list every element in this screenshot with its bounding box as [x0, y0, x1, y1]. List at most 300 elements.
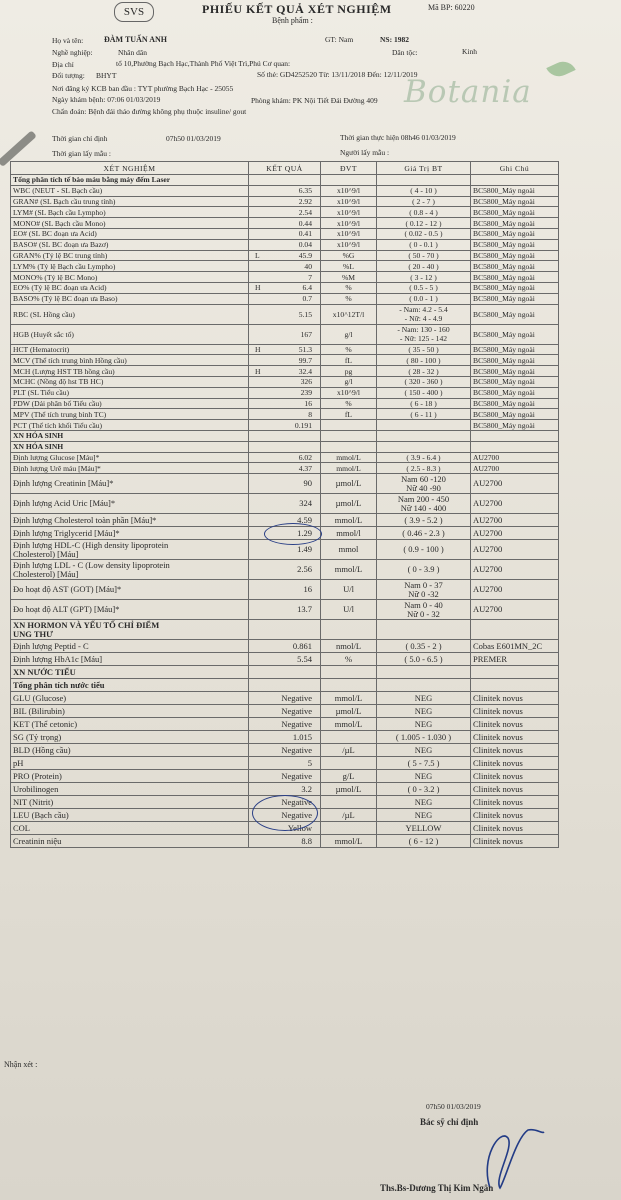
reference-range: ( 320 - 360 )	[377, 376, 471, 387]
result-cell	[249, 494, 321, 514]
header-test: XÉT NGHIỆM	[11, 162, 249, 175]
unit: %	[321, 344, 377, 355]
section-title: XN HÓA SINH	[11, 441, 249, 452]
reference-range: ( 0 - 0.1 )	[377, 239, 471, 250]
test-name: Định lượng Glucose [Máu]*	[11, 452, 249, 463]
note: BC5800_Máy ngoài	[471, 239, 559, 250]
address-label: Địa chỉ	[52, 60, 74, 69]
unit: µmol/L	[321, 494, 377, 514]
table-row	[11, 692, 559, 705]
result-value: 6.35	[298, 186, 312, 196]
reference-range: ( 28 - 32 )	[377, 366, 471, 377]
result-cell	[249, 185, 321, 196]
note: BC5800_Máy ngoài	[471, 261, 559, 272]
result-cell	[249, 692, 321, 705]
note: Clinitek novus	[471, 783, 559, 796]
table-row	[11, 744, 559, 757]
table-row	[11, 580, 559, 600]
note: AU2700	[471, 527, 559, 540]
result-cell	[249, 731, 321, 744]
result-value: 5.15	[298, 309, 312, 319]
unit: mmol/L	[321, 452, 377, 463]
result-value: 32.4	[298, 366, 312, 376]
reference-range: ( 3 - 12 )	[377, 272, 471, 283]
reference-range: ( 1.005 - 1.030 )	[377, 731, 471, 744]
patient-job: Nhân dân	[118, 48, 147, 57]
test-name: LYM% (Tỷ lệ Bạch cầu Lympho)	[11, 261, 249, 272]
results-table	[10, 161, 559, 848]
unit: mmol/L	[321, 718, 377, 731]
note: BC5800_Máy ngoài	[471, 196, 559, 207]
result-value: 6.4	[302, 283, 312, 293]
result-cell	[249, 207, 321, 218]
patient-ethnic: Kinh	[462, 47, 477, 56]
note: BC5800_Máy ngoài	[471, 304, 559, 324]
note: Clinitek novus	[471, 809, 559, 822]
note: Clinitek novus	[471, 822, 559, 835]
test-name: BASO% (Tỷ lệ BC đoạn ưa Baso)	[11, 293, 249, 304]
remark-label: Nhận xét :	[4, 1060, 38, 1069]
result-value: 40	[304, 261, 312, 271]
test-name: LEU (Bạch cầu)	[11, 809, 249, 822]
table-row	[11, 228, 559, 239]
result-cell	[249, 293, 321, 304]
reference-range: NEG	[377, 692, 471, 705]
table-row	[11, 261, 559, 272]
table-row	[11, 304, 559, 324]
result-value: 2.54	[298, 207, 312, 217]
result-cell	[249, 218, 321, 229]
result-cell	[249, 420, 321, 431]
note: AU2700	[471, 463, 559, 474]
reference-range: ( 0 - 3.9 )	[377, 560, 471, 580]
note: BC5800_Máy ngoài	[471, 218, 559, 229]
result-value: 4.59	[297, 514, 312, 525]
result-value: 239	[300, 388, 312, 398]
table-row	[11, 196, 559, 207]
result-cell	[249, 239, 321, 250]
note: BC5800_Máy ngoài	[471, 282, 559, 293]
result-cell	[249, 757, 321, 770]
result-cell	[249, 744, 321, 757]
reference-range: ( 3.9 - 5.2 )	[377, 514, 471, 527]
result-value: Negative	[281, 744, 312, 755]
patient-birth-year: NS: 1982	[380, 35, 409, 44]
section-row	[11, 666, 559, 679]
test-name: GLU (Glucose)	[11, 692, 249, 705]
unit: fL	[321, 355, 377, 366]
table-row	[11, 250, 559, 261]
note: Clinitek novus	[471, 835, 559, 848]
note: BC5800_Máy ngoài	[471, 344, 559, 355]
unit: mmol/l	[321, 527, 377, 540]
unit: x10^9/l	[321, 387, 377, 398]
note: AU2700	[471, 452, 559, 463]
section-title: XN HORMON VÀ YẾU TỐ CHỈ ĐIỂM	[13, 619, 160, 630]
result-value: 0.41	[298, 229, 312, 239]
table-row	[11, 207, 559, 218]
result-value: 16	[304, 398, 312, 408]
result-value: 7	[308, 272, 312, 282]
department-code: Mã BP: 60220	[428, 3, 475, 12]
note: Clinitek novus	[471, 731, 559, 744]
leaf-icon	[546, 57, 575, 81]
note: Clinitek novus	[471, 705, 559, 718]
reference-range-cont: - Nữ: 4 - 4.9	[404, 314, 443, 324]
test-name: PCT (Thể tích khối Tiểu cầu)	[11, 420, 249, 431]
reference-range: NEG	[377, 809, 471, 822]
reference-range-cont: Nữ 40 -90	[406, 482, 441, 493]
result-value: 324	[299, 498, 312, 509]
unit: µmol/L	[321, 783, 377, 796]
reference-range-cont: - Nữ: 125 - 142	[399, 334, 448, 344]
reference-range: ( 6 - 11 )	[377, 409, 471, 420]
test-name: MONO# (SL Bạch cầu Mono)	[11, 218, 249, 229]
result-value: 0.04	[298, 240, 312, 250]
unit: x10^9/l	[321, 207, 377, 218]
table-row	[11, 770, 559, 783]
unit: µmol/L	[321, 474, 377, 494]
reference-range: ( 6 - 12 )	[377, 835, 471, 848]
result-cell	[249, 228, 321, 239]
note: Cobas E601MN_2C	[471, 640, 559, 653]
reference-range: ( 5 - 7.5 )	[377, 757, 471, 770]
result-value: 0.191	[294, 420, 312, 430]
note: AU2700	[471, 474, 559, 494]
note: BC5800_Máy ngoài	[471, 272, 559, 283]
test-name: PLT (SL Tiểu cầu)	[11, 387, 249, 398]
test-name: Urobilinogen	[11, 783, 249, 796]
unit: x10^9/l	[321, 239, 377, 250]
note: BC5800_Máy ngoài	[471, 387, 559, 398]
reference-range: NEG	[377, 744, 471, 757]
result-cell	[249, 324, 321, 344]
table-row	[11, 718, 559, 731]
reference-range	[377, 420, 471, 431]
note: BC5800_Máy ngoài	[471, 250, 559, 261]
table-row	[11, 783, 559, 796]
test-name: MCHC (Nồng độ hst TB HC)	[11, 376, 249, 387]
test-name: SG (Tỷ trọng)	[11, 731, 249, 744]
result-value: Negative	[281, 718, 312, 729]
unit: g/l	[321, 324, 377, 344]
section-row	[11, 430, 559, 441]
table-row	[11, 835, 559, 848]
note: BC5800_Máy ngoài	[471, 293, 559, 304]
reference-range: NEG	[377, 770, 471, 783]
test-name: Định lượng Triglycerid [Máu]*	[11, 527, 249, 540]
result-value: 2.56	[297, 564, 312, 575]
patient-gender: GT: Nam	[325, 35, 354, 44]
patient-name: ĐÀM TUẤN ANH	[104, 35, 167, 44]
result-cell	[249, 344, 321, 355]
clinic: Phòng khám: PK Nội Tiết Đái Đường 409	[251, 96, 378, 105]
result-value: Yellow	[287, 822, 312, 833]
table-row	[11, 272, 559, 283]
note: BC5800_Máy ngoài	[471, 398, 559, 409]
unit	[321, 757, 377, 770]
flag: H	[255, 366, 261, 376]
note: Clinitek novus	[471, 770, 559, 783]
hospital-logo: SVS	[114, 2, 154, 22]
name-label: Họ và tên:	[52, 36, 84, 45]
result-cell	[249, 560, 321, 580]
result-value: 6.02	[298, 452, 312, 462]
table-header	[11, 162, 559, 175]
result-value: Negative	[281, 809, 312, 820]
unit: x10^9/l	[321, 218, 377, 229]
table-row	[11, 387, 559, 398]
sign-time: 07h50 01/03/2019	[426, 1102, 481, 1111]
test-name: EO% (Tỷ lệ BC đoạn ưa Acid)	[11, 282, 249, 293]
reference-range: ( 6 - 18 )	[377, 398, 471, 409]
note: AU2700	[471, 580, 559, 600]
exam-date: Ngày khám bệnh: 07:06 01/03/2019	[52, 95, 161, 104]
note: BC5800_Máy ngoài	[471, 207, 559, 218]
result-cell	[249, 580, 321, 600]
unit: /µL	[321, 809, 377, 822]
reference-range: ( 5.0 - 6.5 )	[377, 653, 471, 666]
unit: %M	[321, 272, 377, 283]
test-name: KET (Thể cetonic)	[11, 718, 249, 731]
result-value: 167	[300, 329, 312, 339]
reference-range: Nam 0 - 40	[404, 599, 443, 610]
table-row	[11, 366, 559, 377]
table-row	[11, 409, 559, 420]
reference-range: ( 0.02 - 0.5 )	[377, 228, 471, 239]
unit: %	[321, 282, 377, 293]
table-row	[11, 653, 559, 666]
table-row	[11, 731, 559, 744]
reference-range: Nam 60 -120	[401, 473, 446, 484]
unit	[321, 731, 377, 744]
result-value: 13.7	[297, 604, 312, 615]
result-cell	[249, 452, 321, 463]
unit: mmol/L	[321, 463, 377, 474]
unit	[321, 420, 377, 431]
result-cell	[249, 770, 321, 783]
result-cell	[249, 272, 321, 283]
reference-range: NEG	[377, 718, 471, 731]
result-value: 45.9	[298, 250, 312, 260]
test-name: WBC (NEUT - SL Bạch cầu)	[11, 185, 249, 196]
result-cell	[249, 409, 321, 420]
result-value: 8.8	[301, 835, 312, 846]
table-row	[11, 376, 559, 387]
test-name: GRAN# (SL Bạch cầu trung tính)	[11, 196, 249, 207]
result-cell	[249, 376, 321, 387]
result-cell	[249, 718, 321, 731]
note: Clinitek novus	[471, 692, 559, 705]
result-value: 4.37	[298, 463, 312, 473]
table-row	[11, 494, 559, 514]
unit: x10^9/l	[321, 185, 377, 196]
unit: %G	[321, 250, 377, 261]
section-title-cont: UNG THƯ	[13, 628, 53, 639]
test-name: LYM# (SL Bạch cầu Lympho)	[11, 207, 249, 218]
table-row	[11, 757, 559, 770]
ethnic-label: Dân tộc:	[392, 48, 418, 57]
unit: x10^9/l	[321, 196, 377, 207]
result-value: 90	[303, 478, 312, 489]
test-name: BASO# (SL BC đoạn ưa Bazơ)	[11, 239, 249, 250]
table-row	[11, 239, 559, 250]
note: Clinitek novus	[471, 757, 559, 770]
test-name: Định lượng Urê máu [Máu]*	[11, 463, 249, 474]
reference-range: ( 0.9 - 100 )	[377, 540, 471, 560]
test-name: Định lượng Creatinin [Máu]*	[11, 474, 249, 494]
unit	[321, 796, 377, 809]
test-name: BLD (Hồng cầu)	[11, 744, 249, 757]
test-name: Định lượng Cholesterol toàn phần [Máu]*	[11, 514, 249, 527]
result-value: 99.7	[298, 355, 312, 365]
table-row	[11, 463, 559, 474]
reference-range: ( 0 - 3.2 )	[377, 783, 471, 796]
report-title: PHIẾU KẾT QUẢ XÉT NGHIỆM	[202, 2, 392, 16]
table-row	[11, 600, 559, 620]
reference-range: ( 0.8 - 4 )	[377, 207, 471, 218]
table-row	[11, 452, 559, 463]
unit: nmol/L	[321, 640, 377, 653]
table-row	[11, 355, 559, 366]
result-value: Negative	[281, 796, 312, 807]
result-value: 326	[300, 377, 312, 387]
object-label: Đối tượng:	[52, 71, 85, 80]
unit: /µL	[321, 744, 377, 757]
reference-range: NEG	[377, 796, 471, 809]
diagnosis: Chẩn đoán: Bệnh đái tháo đường không phụ thuộc insuline/ gout	[52, 107, 247, 116]
reference-range: ( 35 - 50 )	[377, 344, 471, 355]
result-cell	[249, 398, 321, 409]
result-cell	[249, 640, 321, 653]
registration-place: Nơi đăng ký KCB ban đầu : TYT phường Bạch Hạc - 25055	[52, 84, 234, 93]
result-cell	[249, 783, 321, 796]
result-value: 8	[308, 409, 312, 419]
test-name: Đo hoạt độ ALT (GPT) [Máu]*	[11, 600, 249, 620]
unit: U/l	[321, 600, 377, 620]
unit: mmol/L	[321, 835, 377, 848]
unit: mmol	[321, 540, 377, 560]
note: BC5800_Máy ngoài	[471, 420, 559, 431]
result-cell	[249, 474, 321, 494]
header-result: KẾT QUẢ	[249, 162, 321, 175]
note: BC5800_Máy ngoài	[471, 376, 559, 387]
section-row	[11, 620, 559, 640]
handwritten-circle-hba1c	[252, 795, 318, 831]
test-name: Định lượng HDL-C (High density lipoprotein	[13, 539, 169, 550]
patient-object: BHYT	[96, 71, 117, 80]
section-title: Tổng phân tích nước tiểu	[11, 679, 249, 692]
table-row	[11, 560, 559, 580]
test-name: MCV (Thể tích trung bình Hồng cầu)	[11, 355, 249, 366]
reference-range: ( 0.46 - 2.3 )	[377, 527, 471, 540]
reference-range: ( 0.0 - 1 )	[377, 293, 471, 304]
table-row	[11, 218, 559, 229]
reference-range: ( 0.12 - 12 )	[377, 218, 471, 229]
unit: %	[321, 653, 377, 666]
unit: µmol/L	[321, 705, 377, 718]
test-name: PRO (Protein)	[11, 770, 249, 783]
note: AU2700	[471, 514, 559, 527]
reference-range: Nam 200 - 450	[397, 493, 450, 504]
note: Clinitek novus	[471, 744, 559, 757]
execution-time: Thời gian thực hiện 08h46 01/03/2019	[340, 133, 456, 142]
test-name: PDW (Dải phân bố Tiểu cầu)	[11, 398, 249, 409]
result-value: 0.7	[302, 294, 312, 304]
test-name: HCT (Hematocrit)	[11, 344, 249, 355]
specimen-label: Bệnh phẩm :	[272, 16, 313, 25]
result-value: 16	[303, 584, 312, 595]
test-name: pH	[11, 757, 249, 770]
unit: x10^12T/l	[321, 304, 377, 324]
note: BC5800_Máy ngoài	[471, 409, 559, 420]
test-name: Định lượng Acid Uric [Máu]*	[11, 494, 249, 514]
unit	[321, 822, 377, 835]
reference-range: ( 20 - 40 )	[377, 261, 471, 272]
test-name: Định lượng LDL - C (Low density lipoprotein	[13, 559, 170, 570]
reference-range: - Nam: 130 - 160	[397, 325, 450, 335]
result-value: 51.3	[298, 344, 312, 354]
note: BC5800_Máy ngoài	[471, 366, 559, 377]
section-title: Tổng phân tích tế bào máu bằng máy đếm Laser	[11, 175, 249, 186]
unit: mmol/L	[321, 692, 377, 705]
table-row	[11, 324, 559, 344]
insurance-card: Số thẻ: GD4252520 Từ: 13/11/2018 Đến: 12/11/2019	[257, 70, 418, 79]
test-name: MONO% (Tỷ lệ BC Mono)	[11, 272, 249, 283]
result-cell	[249, 196, 321, 207]
doctor-name: Ths.Bs-Dương Thị Kim Ngân	[380, 1183, 494, 1193]
table-row	[11, 705, 559, 718]
table-row	[11, 344, 559, 355]
result-cell	[249, 355, 321, 366]
sampler-label: Người lấy mẫu :	[340, 148, 390, 157]
flag: L	[255, 250, 260, 260]
result-value: 1.29	[297, 527, 312, 538]
result-cell	[249, 250, 321, 261]
reference-range: ( 3.9 - 6.4 )	[377, 452, 471, 463]
unit: fL	[321, 409, 377, 420]
table-row	[11, 282, 559, 293]
job-label: Nghề nghiệp:	[52, 48, 93, 57]
result-value: Negative	[281, 692, 312, 703]
test-name-cont: Cholesterol) [Máu]	[13, 548, 79, 559]
reference-range: Nam 0 - 37	[404, 579, 443, 590]
test-name: Định lượng HbA1c [Máu]	[11, 653, 249, 666]
watermark-logo: Botania	[404, 74, 532, 110]
reference-range: ( 2.5 - 8.3 )	[377, 463, 471, 474]
order-time: 07h50 01/03/2019	[166, 134, 221, 143]
sample-time-label: Thời gian lấy mẫu :	[52, 149, 111, 158]
result-cell	[249, 282, 321, 293]
note: Clinitek novus	[471, 796, 559, 809]
note: Clinitek novus	[471, 718, 559, 731]
unit: U/l	[321, 580, 377, 600]
flag: H	[255, 283, 261, 293]
test-name: EO# (SL BC đoạn ưa Acid)	[11, 228, 249, 239]
unit: g/L	[321, 770, 377, 783]
unit: mmol/L	[321, 514, 377, 527]
unit: mmol/L	[321, 560, 377, 580]
test-name: RBC (SL Hồng cầu)	[11, 304, 249, 324]
patient-address: tổ 10,Phường Bạch Hạc,Thành Phố Việt Trì,Phú Cơ quan:	[116, 59, 291, 68]
note: AU2700	[471, 494, 559, 514]
test-name: COL	[11, 822, 249, 835]
reference-range-cont: Nữ 0 -32	[408, 588, 439, 599]
note: BC5800_Máy ngoài	[471, 324, 559, 344]
flag: H	[255, 344, 261, 354]
reference-range: ( 50 - 70 )	[377, 250, 471, 261]
result-cell	[249, 463, 321, 474]
